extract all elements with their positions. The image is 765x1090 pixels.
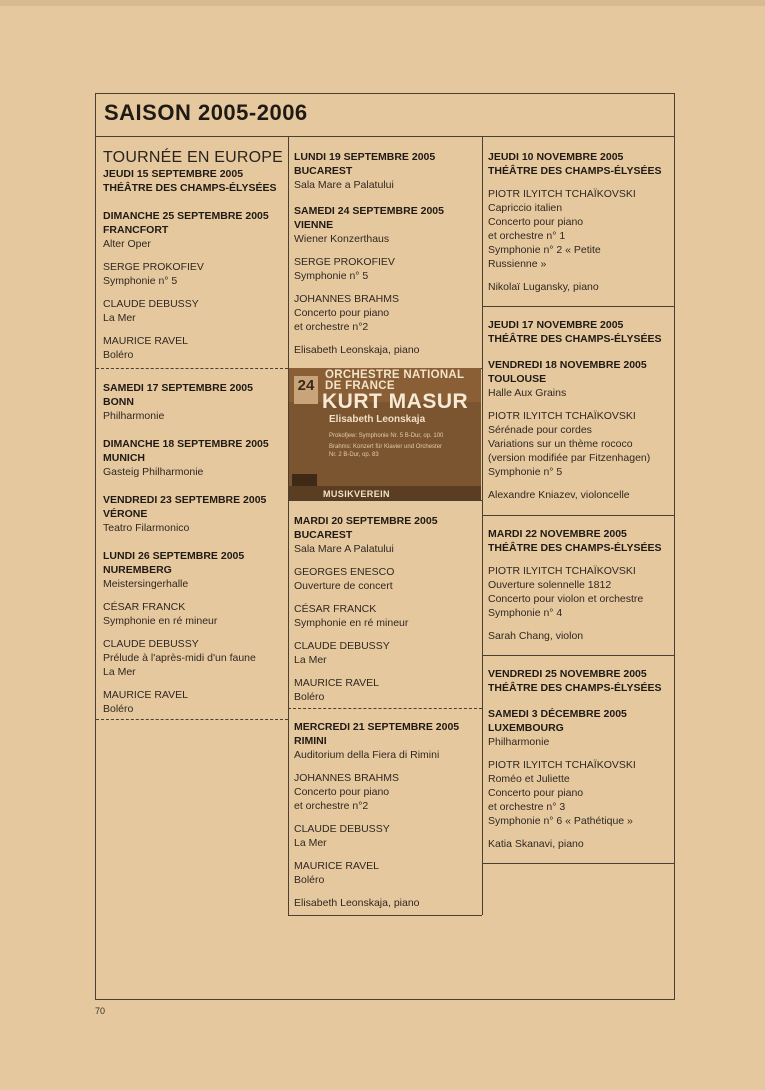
page-edge xyxy=(0,0,765,6)
divider-col2-b xyxy=(288,500,482,501)
program-item: CLAUDE DEBUSSY La Mer xyxy=(294,823,390,849)
divider-col3-a xyxy=(482,306,674,307)
program-item: SERGE PROKOFIEV Symphonie n° 5 xyxy=(103,261,204,287)
event-francfort: DIMANCHE 25 SEPTEMBRE 2005 FRANCFORT Alter Oper xyxy=(103,210,269,250)
program-item: MAURICE RAVEL Boléro xyxy=(103,689,188,715)
poster-program-line: Prokofjew: Symphonie Nr. 5 B-Dur, op. 100 xyxy=(329,433,444,439)
col2-top xyxy=(294,150,478,366)
soloist: Nikolaï Lugansky, piano xyxy=(488,281,599,293)
program-item: SERGE PROKOFIEV Symphonie n° 5 xyxy=(294,256,395,282)
divider-col3-d xyxy=(482,863,674,864)
program-item: MAURICE RAVEL Boléro xyxy=(294,677,379,703)
column-divider-2 xyxy=(482,136,483,915)
event-vienne: SAMEDI 24 SEPTEMBRE 2005 VIENNE Wiener Konzerthaus xyxy=(294,205,444,245)
page-number: 70 xyxy=(95,1006,106,1016)
program-item: MAURICE RAVEL Boléro xyxy=(294,860,379,886)
event-tce-nov10: JEUDI 10 NOVEMBRE 2005 THÉÂTRE DES CHAMPS-ÉLYSÉES xyxy=(488,151,662,177)
event-luxembourg: SAMEDI 3 DÉCEMBRE 2005 LUXEMBOURG Philharmonie xyxy=(488,708,627,748)
event-bucarest-sept19: LUNDI 19 SEPTEMBRE 2005 BUCAREST Sala Mare a Palatului xyxy=(294,151,436,191)
event-nuremberg: LUNDI 26 SEPTEMBRE 2005 NUREMBERG Meistersingerhalle xyxy=(103,550,245,590)
program-item: CÉSAR FRANCK Symphonie en ré mineur xyxy=(294,603,409,629)
poster-soloist: Elisabeth Leonskaja xyxy=(329,414,426,425)
poster-conductor: KURT MASUR xyxy=(322,390,469,413)
col3-nov22 xyxy=(488,527,672,652)
poster-venue: MUSIKVEREIN xyxy=(323,489,390,499)
soloist: Katia Skanavi, piano xyxy=(488,838,584,850)
event-bucarest-sept20: MARDI 20 SEPTEMBRE 2005 BUCAREST Sala Mare A Palatului xyxy=(294,515,438,555)
divider-col3-c xyxy=(482,655,674,656)
event-munich: DIMANCHE 18 SEPTEMBRE 2005 MUNICH Gasteig Philharmonie xyxy=(103,438,269,478)
program-item: MAURICE RAVEL Boléro xyxy=(103,335,188,361)
season-title: SAISON 2005-2006 xyxy=(104,100,308,125)
event-bonn: SAMEDI 17 SEPTEMBRE 2005 BONN Philharmonie xyxy=(103,382,253,422)
event-paris-sept15: JEUDI 15 SEPTEMBRE 2005 THÉÂTRE DES CHAMPS-ÉLYSÉES xyxy=(103,168,277,194)
soloist: Elisabeth Leonskaja, piano xyxy=(294,344,420,356)
event-tce-nov22: MARDI 22 NOVEMBRE 2005 THÉÂTRE DES CHAMPS-ÉLYSÉES xyxy=(488,528,662,554)
program-item: GEORGES ENESCO Ouverture de concert xyxy=(294,566,395,592)
event-toulouse: VENDREDI 18 NOVEMBRE 2005 TOULOUSE Halle Aux Grains xyxy=(488,359,647,399)
poster-program-line: Brahms: Konzert für Klavier und Orchester xyxy=(329,444,443,450)
soloist: Sarah Chang, violon xyxy=(488,630,584,642)
program-item: CLAUDE DEBUSSY La Mer xyxy=(294,640,390,666)
poster-program-line: Nr. 2 B-Dur, op. 83 xyxy=(329,452,379,458)
concert-poster-image xyxy=(289,368,481,500)
program-item: PIOTR ILYITCH TCHAÏKOVSKI Roméo et Juliette Concerto pour piano et orchestre n° 3 Symphonie n° 6 « Pathétique » xyxy=(488,759,636,827)
poster-orchestra: ORCHESTRE NATIONAL DE FRANCE xyxy=(325,369,465,392)
event-tce-nov25: VENDREDI 25 NOVEMBRE 2005 THÉÂTRE DES CHAMPS-ÉLYSÉES xyxy=(488,668,662,694)
col2-bottom xyxy=(294,720,478,919)
program-item: PIOTR ILYITCH TCHAÏKOVSKI Sérénade pour cordes Variations sur un thème rococo (version modifiée par Fitzenhagen) Symphonie n° 5 xyxy=(488,410,651,478)
program-item: JOHANNES BRAHMS Concerto pour piano et orchestre n°2 xyxy=(294,293,400,333)
event-verone: VENDREDI 23 SEPTEMBRE 2005 VÉRONE Teatro Filarmonico xyxy=(103,494,267,534)
program-item: JOHANNES BRAHMS Concerto pour piano et orchestre n°2 xyxy=(294,772,400,812)
soloist: Elisabeth Leonskaja, piano xyxy=(294,897,420,909)
poster-date-number: 24 xyxy=(294,376,318,404)
program-item: PIOTR ILYITCH TCHAÏKOVSKI Capriccio italien Concerto pour piano et orchestre n° 1 Symphonie n° 2 « Petite Russienne » xyxy=(488,188,636,270)
col2-middle xyxy=(294,514,478,713)
column-divider-1 xyxy=(288,136,289,915)
col3-nov25-dec3 xyxy=(488,667,672,860)
col3-nov17-18 xyxy=(488,318,672,511)
col1-tour-dates xyxy=(103,381,285,725)
program-item: CLAUDE DEBUSSY La Mer xyxy=(103,298,199,324)
tour-title: TOURNÉE EN EUROPE xyxy=(103,149,284,166)
event-rimini: MERCREDI 21 SEPTEMBRE 2005 RIMINI Auditorium della Fiera di Rimini xyxy=(294,721,460,761)
col3-nov10 xyxy=(488,150,672,303)
title-bar xyxy=(96,94,674,137)
divider-col3-b xyxy=(482,515,674,516)
program-item: CÉSAR FRANCK Symphonie en ré mineur xyxy=(103,601,218,627)
season-frame xyxy=(95,93,675,1000)
col1-tour xyxy=(103,149,285,371)
soloist: Alexandre Kniazev, violoncelle xyxy=(488,489,630,501)
event-tce-nov17: JEUDI 17 NOVEMBRE 2005 THÉÂTRE DES CHAMPS-ÉLYSÉES xyxy=(488,319,662,345)
program-item: CLAUDE DEBUSSY Prélude à l'après-midi d'un faune La Mer xyxy=(103,638,256,678)
program-item: PIOTR ILYITCH TCHAÏKOVSKI Ouverture solennelle 1812 Concerto pour violon et orchestre Symphonie n° 4 xyxy=(488,565,644,619)
